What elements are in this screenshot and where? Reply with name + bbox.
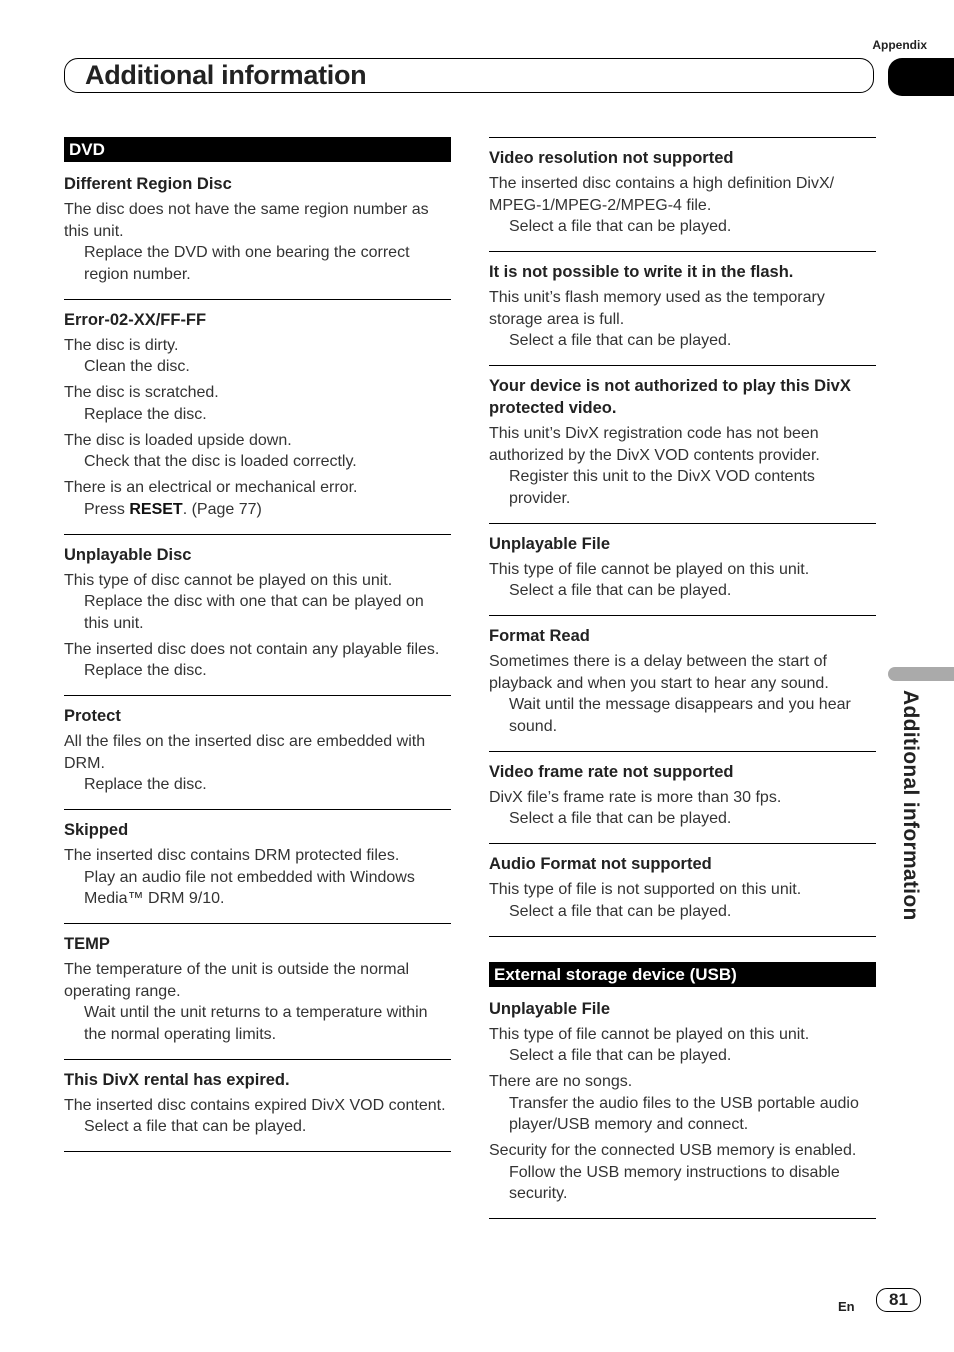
action-text	[489, 216, 876, 238]
cause-text: This type of file cannot be played on this unit.	[489, 1025, 810, 1043]
action-part: Select a file that can be played.	[509, 332, 732, 349]
page-title-bar	[64, 58, 874, 93]
error-entry	[64, 809, 451, 923]
error-entry	[489, 251, 876, 365]
action-part: Select a file that can be played.	[509, 1047, 732, 1064]
error-title: Unplayable Disc	[64, 545, 192, 564]
cause-action-group	[64, 382, 451, 425]
cause-text: This unit’s flash memory used as the temporary storage area is full.	[489, 289, 825, 328]
error-title: It is not possible to write it in the flash.	[489, 263, 794, 281]
error-entry	[489, 751, 876, 844]
cause-text: The inserted disc contains expired DivX VOD content.	[64, 1096, 446, 1114]
action-text	[64, 660, 451, 682]
section-label: Appendix	[872, 38, 927, 52]
error-entry	[64, 1059, 451, 1153]
section	[489, 137, 876, 937]
cause-text: There is an electrical or mechanical error.	[64, 479, 358, 496]
action-part: Select a file that can be played.	[84, 1118, 307, 1135]
action-part: Press	[84, 500, 130, 518]
action-part: Play an audio file not embedded with Windows Media™ DRM 9/10.	[84, 868, 415, 907]
action-text	[64, 774, 451, 796]
page-number: 81	[876, 1288, 921, 1312]
page-title: Additional information	[85, 60, 367, 90]
action-part: Replace the disc.	[84, 662, 207, 679]
cause-text: The disc is dirty.	[64, 336, 179, 354]
action-text	[489, 466, 876, 509]
action-text	[64, 1002, 451, 1045]
error-entry	[489, 989, 876, 1220]
action-part: Replace the disc.	[84, 776, 207, 793]
section	[489, 962, 876, 1220]
cause-action-group	[489, 287, 876, 352]
action-part: Transfer the audio files to the USB portable audio player/USB memory and connect.	[509, 1094, 859, 1133]
section	[64, 137, 451, 1152]
action-text	[64, 451, 451, 473]
cause-action-group	[64, 570, 451, 635]
error-entry	[64, 534, 451, 696]
cause-action-group	[64, 1095, 451, 1138]
cause-action-group	[489, 879, 876, 922]
action-part: Replace the DVD with one bearing the correct region number.	[84, 244, 410, 283]
action-text	[489, 1045, 876, 1067]
error-title: Format Read	[489, 627, 590, 645]
action-part: Select a file that can be played.	[509, 218, 732, 235]
action-text	[64, 404, 451, 426]
cause-action-group	[489, 651, 876, 737]
cause-action-group	[64, 959, 451, 1045]
action-part: Replace the disc.	[84, 405, 207, 423]
side-tab-marker	[888, 667, 954, 681]
cause-action-group	[489, 173, 876, 238]
cause-action-group	[64, 199, 451, 285]
error-title: Video resolution not supported	[489, 149, 734, 167]
action-text	[489, 901, 876, 923]
action-part: Select a file that can be played.	[509, 902, 732, 920]
cause-text: This type of file is not supported on this unit.	[489, 881, 802, 898]
error-entry	[489, 843, 876, 937]
action-part: Clean the disc.	[84, 358, 190, 375]
side-label: Additional information	[899, 690, 922, 921]
error-title: Error-02-XX/FF-FF	[64, 310, 207, 329]
error-title: Your device is not authorized to play this DivX protected video.	[489, 377, 851, 417]
cause-text: The disc is scratched.	[64, 384, 219, 401]
cause-action-group	[489, 1071, 876, 1136]
error-title: This DivX rental has expired.	[64, 1070, 290, 1089]
action-text	[489, 1093, 876, 1136]
cause-text: The disc does not have the same region number as this unit.	[64, 201, 429, 240]
action-text	[489, 330, 876, 352]
action-text	[64, 242, 451, 285]
cause-text: There are no songs.	[489, 1073, 633, 1090]
cause-action-group	[64, 639, 451, 682]
cause-action-group	[489, 1024, 876, 1067]
cause-text: The temperature of the unit is outside the normal operating range.	[64, 961, 410, 1000]
action-text	[64, 1116, 451, 1138]
cause-action-group	[64, 430, 451, 473]
cause-text: Security for the connected USB memory is enabled.	[489, 1142, 857, 1159]
action-text	[64, 867, 451, 910]
chapter-tab	[888, 58, 954, 96]
action-part: Check that the disc is loaded correctly.	[84, 453, 357, 470]
cause-action-group	[489, 423, 876, 509]
cause-action-group	[489, 559, 876, 602]
error-title: Unplayable File	[489, 999, 611, 1018]
action-part: Follow the USB memory instructions to disable security.	[509, 1163, 840, 1202]
action-part: Select a file that can be played.	[509, 810, 732, 827]
action-part: Wait until the message disappears and you hear sound.	[509, 696, 851, 735]
action-text	[489, 808, 876, 830]
action-text	[64, 499, 451, 521]
cause-text: All the files on the inserted disc are embedded with DRM.	[64, 733, 426, 772]
error-entry	[64, 164, 451, 299]
action-part: Select a file that can be played.	[509, 582, 732, 599]
error-title: Different Region Disc	[64, 175, 232, 193]
cause-action-group	[64, 477, 451, 520]
cause-text: Sometimes there is a delay between the start of playback and when you start to hear any sound.	[489, 653, 829, 692]
error-entry	[489, 523, 876, 616]
action-text	[489, 580, 876, 602]
left-column	[64, 137, 451, 1152]
error-entry	[64, 695, 451, 809]
action-text	[489, 694, 876, 737]
error-title: Skipped	[64, 821, 129, 839]
action-part: . (Page 77)	[182, 500, 262, 518]
cause-text: The inserted disc contains DRM protected files.	[64, 847, 400, 864]
cause-text: This type of disc cannot be played on this unit.	[64, 571, 393, 589]
action-text	[64, 356, 451, 378]
cause-text: The disc is loaded upside down.	[64, 431, 292, 449]
button-name: RESET	[129, 500, 183, 518]
section-heading: External storage device (USB)	[489, 962, 876, 987]
action-text	[64, 591, 451, 634]
error-entry	[64, 923, 451, 1059]
error-entry	[489, 137, 876, 251]
cause-action-group	[64, 731, 451, 796]
error-title: Audio Format not supported	[489, 855, 712, 873]
cause-text: The inserted disc does not contain any playable files.	[64, 640, 440, 658]
cause-action-group	[64, 335, 451, 378]
cause-text: The inserted disc contains a high definition DivX/ MPEG-1/MPEG-2/MPEG-4 file.	[489, 175, 835, 214]
action-part: Register this unit to the DivX VOD contents provider.	[509, 468, 815, 507]
error-title: Protect	[64, 707, 121, 725]
cause-text: This unit’s DivX registration code has not been authorized by the DivX VOD contents provider.	[489, 425, 820, 464]
error-title: Unplayable File	[489, 534, 611, 553]
cause-action-group	[489, 1140, 876, 1205]
error-title: TEMP	[64, 935, 110, 953]
cause-action-group	[489, 787, 876, 830]
error-title: Video frame rate not supported	[489, 762, 734, 781]
error-entry	[64, 299, 451, 534]
error-entry	[489, 615, 876, 751]
cause-text: This type of file cannot be played on this unit.	[489, 560, 810, 578]
cause-action-group	[64, 845, 451, 910]
action-text	[489, 1162, 876, 1205]
action-part: Wait until the unit returns to a temperature within the normal operating limits.	[84, 1004, 428, 1043]
action-part: Replace the disc with one that can be played on this unit.	[84, 593, 424, 632]
language-label: En	[838, 1299, 855, 1314]
cause-text: DivX file’s frame rate is more than 30 fps.	[489, 788, 782, 806]
right-column	[489, 137, 876, 1219]
error-entry	[489, 365, 876, 523]
section-heading: DVD	[64, 137, 451, 162]
